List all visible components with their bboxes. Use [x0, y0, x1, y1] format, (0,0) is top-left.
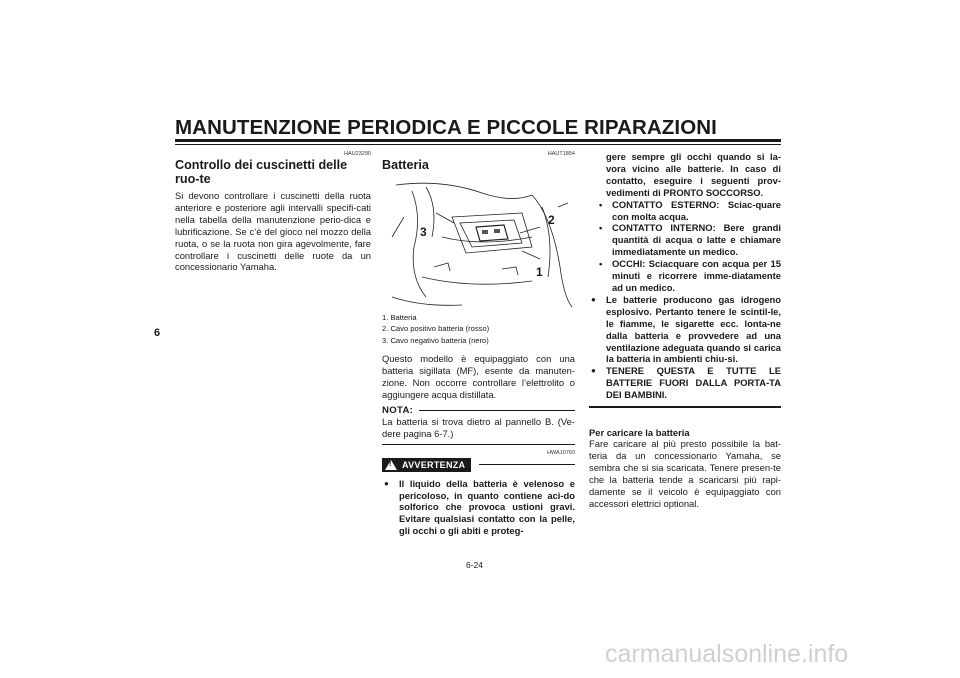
battery-illustration	[382, 177, 575, 312]
nota-rule	[382, 444, 575, 445]
warning-list	[589, 294, 781, 401]
column-middle	[382, 151, 575, 537]
caption-item: 3. Cavo negativo batteria (nero)	[382, 336, 489, 346]
page-number: 6-24	[466, 560, 484, 570]
warning-heading	[382, 458, 575, 472]
warning-list	[382, 478, 575, 538]
body-paragraph: Si devono controllare i cuscinetti della ruota anteriore e posteriore agli intervalli specifi-cati nella tabella della manutenzione perio-dica e lubrificazione. Se c’è del gioco nel mozzo della ruota, o se la ruota non gira agevolmente, fare controllare i cuscinetti delle ruote da un concessionario Yamaha.	[175, 190, 371, 273]
figure-callout-2: 2	[548, 212, 555, 227]
figure-captions	[382, 312, 575, 348]
section-code: HAUT1854	[547, 151, 575, 157]
warning-triangle-icon: !	[385, 460, 397, 470]
list-item: • CONTATTO INTERNO: Bere grandi quantità di acqua o latte e chiamare immediatamente un medico.	[589, 222, 781, 258]
nota-label: NOTA:	[382, 404, 414, 416]
nota-heading	[382, 405, 575, 416]
column-left	[175, 151, 371, 273]
figure-callout-3: 3	[420, 224, 427, 239]
chapter-tab: 6	[154, 327, 161, 339]
page-title: MANUTENZIONE PERIODICA E PICCOLE RIPARAZIONI	[175, 116, 717, 139]
warning-text-continued: gere sempre gli occhi quando si la-vora vicino alle batterie. In caso di contatto, eseguire i seguenti prov-vedimenti di PRONTO SOCCORSO.	[606, 151, 781, 198]
section-heading: Batteria	[382, 158, 429, 172]
figure-callout-1: 1	[536, 264, 543, 279]
list-item: ● Le batterie producono gas idrogeno esplosivo. Pertanto tenere le scintil-le, le fiamme, le sigarette ecc. lonta-ne dalla batteria e provvedere ad una ventilazione adeguata quando si carica la batteria in ambienti chiu-si.	[589, 294, 781, 365]
first-aid-list	[589, 199, 781, 294]
caption-item: 1. Batteria	[382, 312, 417, 322]
battery-figure	[382, 177, 575, 312]
warning-rule	[589, 406, 781, 408]
list-item: • CONTATTO ESTERNO: Sciac-quare con molta acqua.	[589, 199, 781, 223]
list-item: ● TENERE QUESTA E TUTTE LE BATTERIE FUORI DALLA PORTA-TA DEI BAMBINI.	[589, 365, 781, 401]
caption-item: 2. Cavo positivo batteria (rosso)	[382, 324, 490, 334]
warning-code: HWA10760	[547, 449, 575, 456]
column-right	[589, 151, 781, 510]
warning-label: AVVERTENZA	[402, 459, 466, 470]
header-rule	[175, 139, 781, 142]
section-heading: Controllo dei cuscinetti delle ruo-te	[175, 158, 348, 186]
section-code: HAU23290	[344, 151, 371, 157]
subsection-heading: Per caricare la batteria	[589, 426, 690, 438]
nota-text: La batteria si trova dietro al pannello B. (Ve-dere pagina 6-7.)	[382, 415, 575, 439]
list-item: ● Il liquido della batteria è velenoso e pericoloso, in quanto contiene aci-do solforico che provoca ustioni gravi. Evitare qualsiasi contatto con la pelle, gli occhi o gli abiti e proteg-	[382, 478, 575, 538]
body-paragraph: Questo modello è equipaggiato con una batteria sigillata (MF), esente da manuten-zione. Non occorre controllare l’elettrolito o aggiungere acqua distillata.	[382, 353, 575, 400]
list-item: • OCCHI: Sciacquare con acqua per 15 minuti e ricorrere imme-diatamente ad un medico.	[589, 258, 781, 294]
watermark: carmanualsonline.info	[605, 640, 849, 668]
body-paragraph: Fare caricare al più presto possibile la bat-teria da un concessionario Yamaha, se sembra che si sia scaricata. Tenere presen-te che la batteria tende a scaricarsi più rapi-damente se il veicolo è equipaggiato con accessori elettrici optional.	[589, 438, 781, 509]
header-rule-thin	[175, 144, 781, 145]
